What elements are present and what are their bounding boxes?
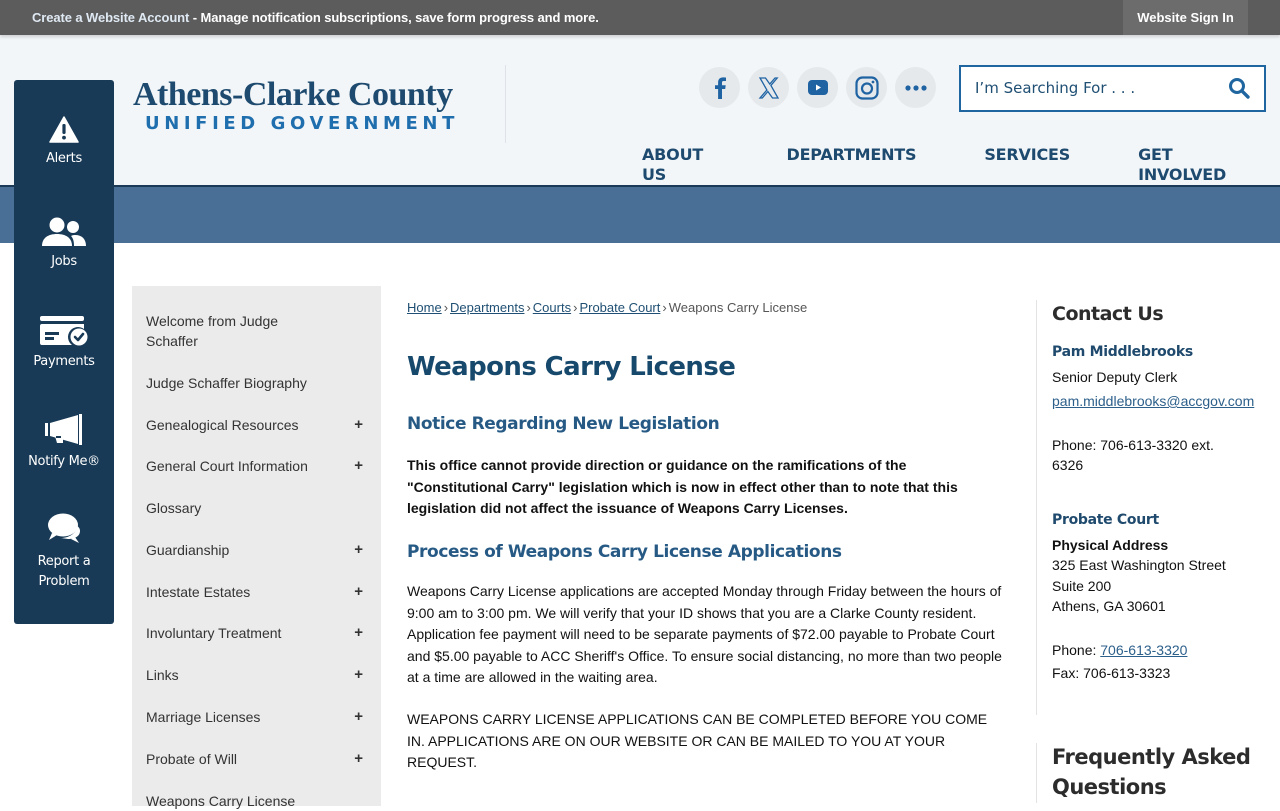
social-links <box>699 67 936 108</box>
youtube-icon <box>808 80 828 95</box>
subnav-item-intestate[interactable] <box>146 582 371 602</box>
faq-panel <box>1036 743 1280 803</box>
subnav-item-label: Guardianship <box>146 542 230 558</box>
contact-person-name: Pam Middlebrooks <box>1052 344 1193 360</box>
account-message <box>32 10 599 25</box>
faq-heading-line2[interactable]: Questions <box>1052 775 1167 799</box>
logo-title: Athens-Clarke County <box>133 76 453 113</box>
quick-link-label: Report a Problem <box>37 554 91 589</box>
more-icon <box>905 85 927 91</box>
subnav-item-label: Intestate Estates <box>146 584 251 600</box>
quick-link-label: Jobs <box>51 254 77 269</box>
contact-email-link[interactable]: pam.middlebrooks@accgov.com <box>1052 393 1255 409</box>
x-icon <box>758 77 780 99</box>
megaphone-icon <box>45 414 83 446</box>
breadcrumb-separator: › <box>443 300 449 315</box>
expand-icon[interactable]: + <box>354 541 363 558</box>
quick-links-panel <box>14 80 114 624</box>
create-account-link[interactable]: Create a Website Account <box>32 10 190 25</box>
section-heading-notice: Notice Regarding New Legislation <box>407 414 720 434</box>
subnav-item-involuntary[interactable] <box>146 623 371 643</box>
breadcrumb-departments[interactable]: Departments <box>450 300 525 315</box>
nav-get-involved[interactable]: GET INVOLVED <box>1138 145 1227 184</box>
subnav-item-guardianship[interactable] <box>146 540 371 560</box>
subnav-item-label: Welcome from Judge Schaffer <box>146 313 279 349</box>
office-phone-link[interactable]: 706-613-3320 <box>1100 642 1188 658</box>
subnav-item-label: Judge Schaffer Biography <box>146 375 307 391</box>
site-header <box>0 35 1280 185</box>
search-icon <box>1228 77 1250 99</box>
expand-icon[interactable]: + <box>354 708 363 725</box>
breadcrumb-separator: › <box>573 300 578 315</box>
breadcrumb-separator: › <box>662 300 667 315</box>
search-input[interactable] <box>975 79 1215 97</box>
subnav-item-label: Glossary <box>146 500 202 516</box>
subnav-item-label: Marriage Licenses <box>146 709 261 725</box>
subnav-item-label: Genealogical Resources <box>146 417 299 433</box>
subnav-item-label: Links <box>146 667 179 683</box>
faq-heading-line1[interactable]: Frequently Asked <box>1052 745 1251 769</box>
address-label: Physical Address <box>1052 537 1169 553</box>
site-search <box>959 65 1266 112</box>
alert-icon <box>49 116 79 143</box>
top-utility-bar <box>0 0 1280 35</box>
breadcrumb-home[interactable]: Home <box>407 300 442 315</box>
quick-link-notify-me[interactable] <box>14 414 114 472</box>
subnav-item-genealogical[interactable] <box>146 415 371 435</box>
quick-link-jobs[interactable] <box>14 216 114 272</box>
instagram-icon <box>855 76 879 100</box>
breadcrumb-current: Weapons Carry License <box>668 300 808 315</box>
subnav-item-biography[interactable] <box>146 373 371 393</box>
subnav-item-label: Probate of Will <box>146 751 238 767</box>
payment-card-icon <box>40 316 88 346</box>
contact-us-panel <box>1036 300 1280 715</box>
expand-icon[interactable]: + <box>354 583 363 600</box>
quick-link-alerts[interactable] <box>14 116 114 169</box>
subnav-item-label: General Court Information <box>146 458 308 474</box>
breadcrumb-probate-court[interactable]: Probate Court <box>579 300 661 315</box>
office-phone <box>1052 640 1257 660</box>
hero-banner <box>0 185 1280 243</box>
page-title: Weapons Carry License <box>407 352 736 382</box>
process-note: WEAPONS CARRY LICENSE APPLICATIONS CAN BE COMPLETED BEFORE YOU COME IN. APPLICATIONS ARE ON OUR WEBSITE OR CAN BE MAILED TO YOU AT YOUR REQUEST. <box>407 711 988 770</box>
section-heading-process: Process of Weapons Carry License Applications <box>407 542 842 562</box>
office-name: Probate Court <box>1052 512 1159 528</box>
main-navigation <box>608 145 1280 185</box>
expand-icon[interactable]: + <box>354 666 363 683</box>
expand-icon[interactable]: + <box>354 624 363 641</box>
facebook-icon <box>713 77 727 99</box>
facebook-button[interactable] <box>699 67 740 108</box>
expand-icon[interactable]: + <box>354 416 363 433</box>
x-twitter-button[interactable] <box>748 67 789 108</box>
contact-person-title: Senior Deputy Clerk <box>1052 369 1178 385</box>
subnav-item-links[interactable] <box>146 665 371 685</box>
breadcrumb <box>407 300 1007 315</box>
quick-link-label: Notify Me® <box>28 454 100 469</box>
nav-departments[interactable]: DEPARTMENTS <box>786 145 917 164</box>
expand-icon[interactable]: + <box>354 750 363 767</box>
instagram-button[interactable] <box>846 67 887 108</box>
logo-subtitle: UNIFIED GOVERNMENT <box>145 113 459 134</box>
nav-about-us[interactable]: ABOUT US <box>642 145 704 184</box>
quick-link-label: Alerts <box>46 151 82 166</box>
subnav-item-probate-will[interactable] <box>146 749 371 769</box>
account-message-text: - Manage notification subscriptions, save form progress and more. <box>189 10 599 25</box>
quick-link-report-problem[interactable] <box>14 512 114 592</box>
contact-person-phone: Phone: 706-613-3320 ext. 6326 <box>1052 437 1214 473</box>
site-logo[interactable] <box>133 77 459 135</box>
quick-link-label: Payments <box>33 354 95 369</box>
quick-link-payments[interactable] <box>14 316 114 372</box>
main-content <box>407 300 1007 770</box>
more-social-button[interactable] <box>895 67 936 108</box>
people-icon <box>42 216 86 246</box>
subnav-item-welcome[interactable] <box>146 311 326 351</box>
search-button[interactable] <box>1228 77 1252 101</box>
contact-heading: Contact Us <box>1052 303 1164 325</box>
breadcrumb-separator: › <box>526 300 531 315</box>
chat-bubbles-icon <box>46 512 82 546</box>
process-text: Weapons Carry License applications are accepted Monday through Friday between the hours of 9:00 am to 3:00 pm. We will verify that your ID shows that you are a Clarke County resident. Application fee payment will need to be separate payments of $72.00 payable to Probate Court and $5.00 payable to ACC Sheriff's Office. To ensure social distancing, no more than two people at a time are allowed in the waiting area. <box>407 583 1002 685</box>
subnav-item-glossary[interactable] <box>146 498 371 518</box>
address-line-1: 325 East Washington Street <box>1052 557 1226 573</box>
website-sign-in-button[interactable]: Website Sign In <box>1123 0 1248 35</box>
expand-icon[interactable]: + <box>354 457 363 474</box>
youtube-button[interactable] <box>797 67 838 108</box>
section-subnav <box>132 286 381 809</box>
office-phone-label: Phone: <box>1052 642 1101 658</box>
notice-text: This office cannot provide direction or guidance on the ramifications of the "Constitutional Carry" legislation which is now in effect other than to note that this legislation did not affect the issuance of Weapons Carry Licenses. <box>407 457 958 516</box>
address-line-2: Suite 200 <box>1052 578 1112 594</box>
office-fax: Fax: 706-613-3323 <box>1052 665 1171 681</box>
subnav-item-weapons-carry[interactable] <box>146 791 371 811</box>
subnav-item-general-court[interactable] <box>146 456 371 476</box>
header-divider <box>505 65 506 143</box>
subnav-item-label: Weapons Carry License <box>146 793 296 809</box>
subnav-item-label: Involuntary Treatment <box>146 625 282 641</box>
breadcrumb-courts[interactable]: Courts <box>532 300 572 315</box>
nav-services[interactable]: SERVICES <box>984 145 1071 164</box>
address-line-3: Athens, GA 30601 <box>1052 598 1166 614</box>
subnav-item-marriage[interactable] <box>146 707 371 727</box>
